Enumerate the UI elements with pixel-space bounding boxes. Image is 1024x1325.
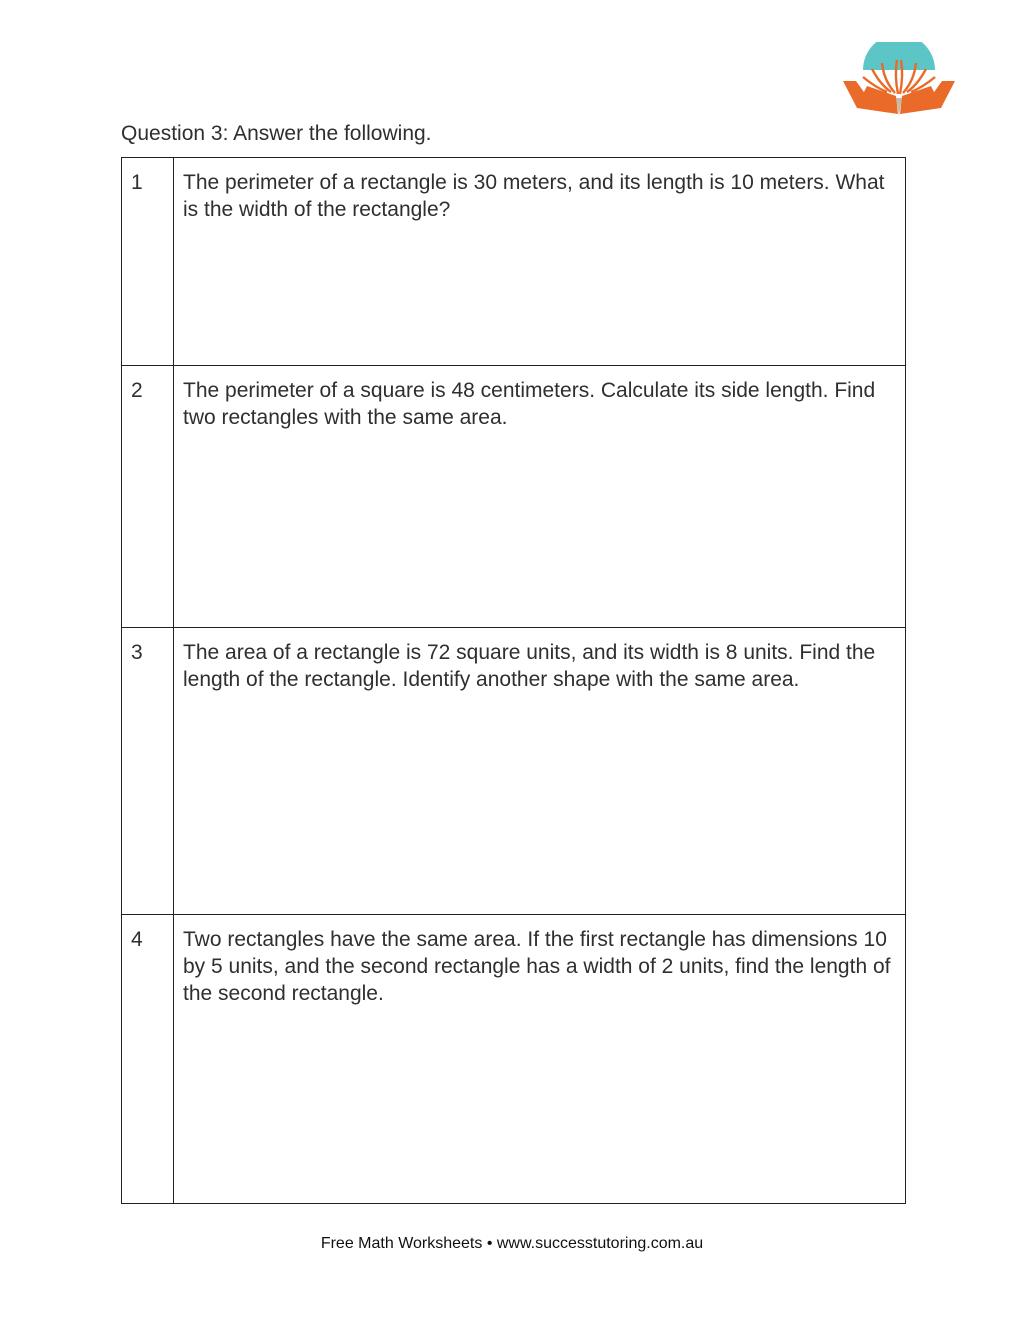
question-number: 1 [131,171,143,194]
question-row-1 [122,158,906,366]
question-text: Two rectangles have the same area. If the first rectangle has dimensions 10 by 5 units, and the second rectangle has a width of 2 units, find the length of the second rectangle. [183,928,891,1005]
question-number-cell [122,366,174,628]
question-number: 3 [131,641,143,664]
question-text-cell [174,915,906,1204]
question-table [121,157,906,1204]
question-text: The area of a rectangle is 72 square units, and its width is 8 units. Find the length of the rectangle. Identify another shape with the same area. [183,641,876,691]
question-number: 4 [131,928,143,951]
question-text-cell [174,158,906,366]
question-row-4 [122,915,906,1204]
question-text-cell [174,628,906,915]
question-text: The perimeter of a square is 48 centimeters. Calculate its side length. Find two rectangles with the same area. [183,379,876,429]
question-number: 2 [131,379,143,402]
question-row-3 [122,628,906,915]
question-number-cell [122,158,174,366]
open-book-sun-logo-icon [838,42,960,120]
question-text-cell [174,366,906,628]
question-number-cell [122,915,174,1204]
question-row-2 [122,366,906,628]
question-text: The perimeter of a rectangle is 30 meters, and its length is 10 meters. What is the width of the rectangle? [183,171,885,221]
question-number-cell [122,628,174,915]
question-title: Question 3: Answer the following. [121,122,432,145]
footer-text: Free Math Worksheets • www.successtutoring.com.au [320,1235,704,1252]
